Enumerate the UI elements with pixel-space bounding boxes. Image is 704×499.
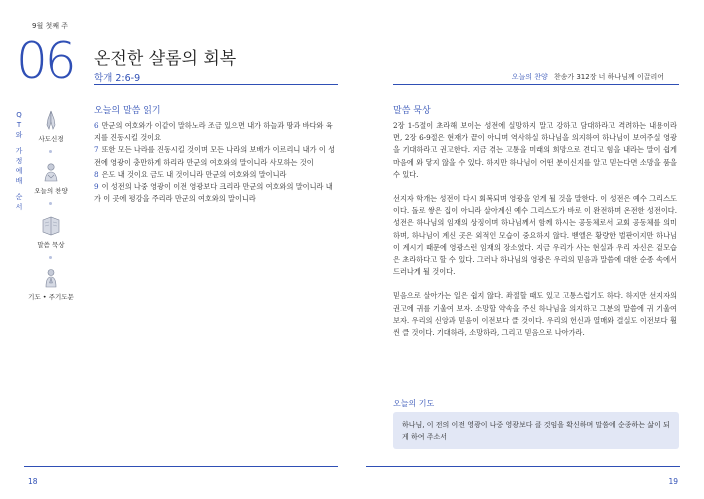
praise-label: 오늘의 찬양	[511, 73, 548, 81]
page-title: 온전한 샬롬의 회복	[94, 49, 237, 69]
page-number-left: 18	[28, 477, 38, 486]
step-meditation: 말씀 묵상	[26, 214, 76, 249]
step-separator	[49, 150, 52, 153]
verse: 9 이 성전의 나중 영광이 이전 영광보다 크리라 만군의 여호와의 말이니라 내가 이 곳에 평강을 주리라 만군의 여호와의 말이니라	[94, 182, 333, 204]
verse: 8 은도 내 것이요 금도 내 것이니라 만군의 여호와의 말이니라	[94, 169, 287, 179]
verse: 7 또한 모든 나라를 진동시킬 것이며 모든 나라의 보배가 이르리니 내가 이 성전에 영광이 충만하게 하리라 만군의 여호와의 말이니라 사모하는 것이	[94, 145, 336, 167]
step-creed: 사도신경	[26, 110, 76, 143]
singing-person-icon	[42, 162, 60, 182]
step-separator	[49, 202, 52, 205]
meditation-paragraph: 믿음으로 살아가는 일은 쉽지 않다. 좌절할 때도 있고 고통스럽기도 하다. 하지만 선지자의 권고에 귀를 기울여 보자. 소망할 약속을 주신 하나님을 의지하고 그분의 말씀에 귀 기울여 보자. 우리의 신앙과 믿음이 이전보다 클 것이다. 우리의 헌신과 열매와 결실도 이전보다 훨씬 클 것이다. 기대하라, 소망하라, 그리고 믿음으로 나아가라.	[393, 291, 677, 338]
prayer-box: 하나님, 이 전의 이전 영광이 나중 영광보다 클 것임을 확신하며 말씀에 순종하는 삶이 되게 하여 주소서	[393, 412, 679, 449]
prayer-heading: 오늘의 기도	[393, 399, 435, 408]
left-header-rule	[94, 84, 338, 85]
right-header-rule	[393, 84, 679, 85]
verse: 6 만군의 여호와가 이같이 말하노라 조금 있으면 내가 하늘과 땅과 바다와 육지를 진동시킬 것이요	[94, 121, 333, 143]
meditation-heading: 말씀 묵상	[393, 106, 431, 116]
day-number: 06	[16, 32, 74, 90]
step-separator	[49, 256, 52, 259]
praying-hands-icon	[43, 110, 59, 130]
right-footer-rule	[366, 466, 680, 467]
reading-text	[94, 120, 338, 205]
left-footer-rule	[24, 466, 338, 467]
step-prayer: 기도 • 주기도문	[26, 268, 76, 301]
scripture-reference: 학개 2:6-9	[94, 73, 141, 84]
step-praise: 오늘의 찬양	[26, 162, 76, 195]
page-number-right: 19	[668, 477, 678, 486]
meditation-paragraph: 선지자 학개는 성전이 다시 회복되며 영광을 얻게 될 것을 말한다. 이 성전은 예수 그리스도이다. 돌로 쌓은 집이 아니라 살아계신 예수 그리스도가 바로 이 완전하며 온전한 성전이다. 성전은 하나님의 임재의 상징이며 하나님께서 함께 하시는 공동체로서 교회 공동체를 의미하며, 하나님이 계신 곳은 외적인 모습이 중요하지 않다. 벧엘은 황량한 벌판이지만 하나님이 계시기 때문에 영광스런 임재의 장소였다. 지금 우리가 사는 현실과 우리 자신은 겉모습은 초라하다고 할 수 있다. 그러나 하나님의 영광은 우리의 믿음과 말씀에 대한 순종 속에서 드러나게 될 것이다.	[393, 194, 677, 277]
week-label: 9월 첫째 주	[32, 22, 68, 30]
vertical-order-label: Q T 와 가 정 예 배 순 서	[15, 111, 23, 211]
todays-praise	[512, 72, 664, 82]
praise-song: 찬송가 312장 너 하나님께 이끌리어	[553, 73, 664, 81]
meditation-text	[393, 120, 677, 351]
praying-person-icon	[43, 268, 59, 288]
reading-heading: 오늘의 말씀 읽기	[94, 106, 161, 116]
meditation-paragraph: 2장 1-5절이 초라해 보이는 성전에 실망하지 말고 강하고 담대하라고 격려하는 내용이라면, 2장 6-9절은 현재가 끝이 아니며 역사하실 하나님을 의지하여 하나님이 보여주실 영광을 기대하라고 권고한다. 지금 겪는 고통을 미래의 희망으로 견디고 힘을 내라는 말이 쉽게 마음에 와 닿지 않을 수 있다. 하지만 하나님이 어떤 분이신지를 알고 믿는다면 소망을 품을 수 있다.	[393, 121, 677, 179]
open-bible-icon	[41, 214, 61, 236]
